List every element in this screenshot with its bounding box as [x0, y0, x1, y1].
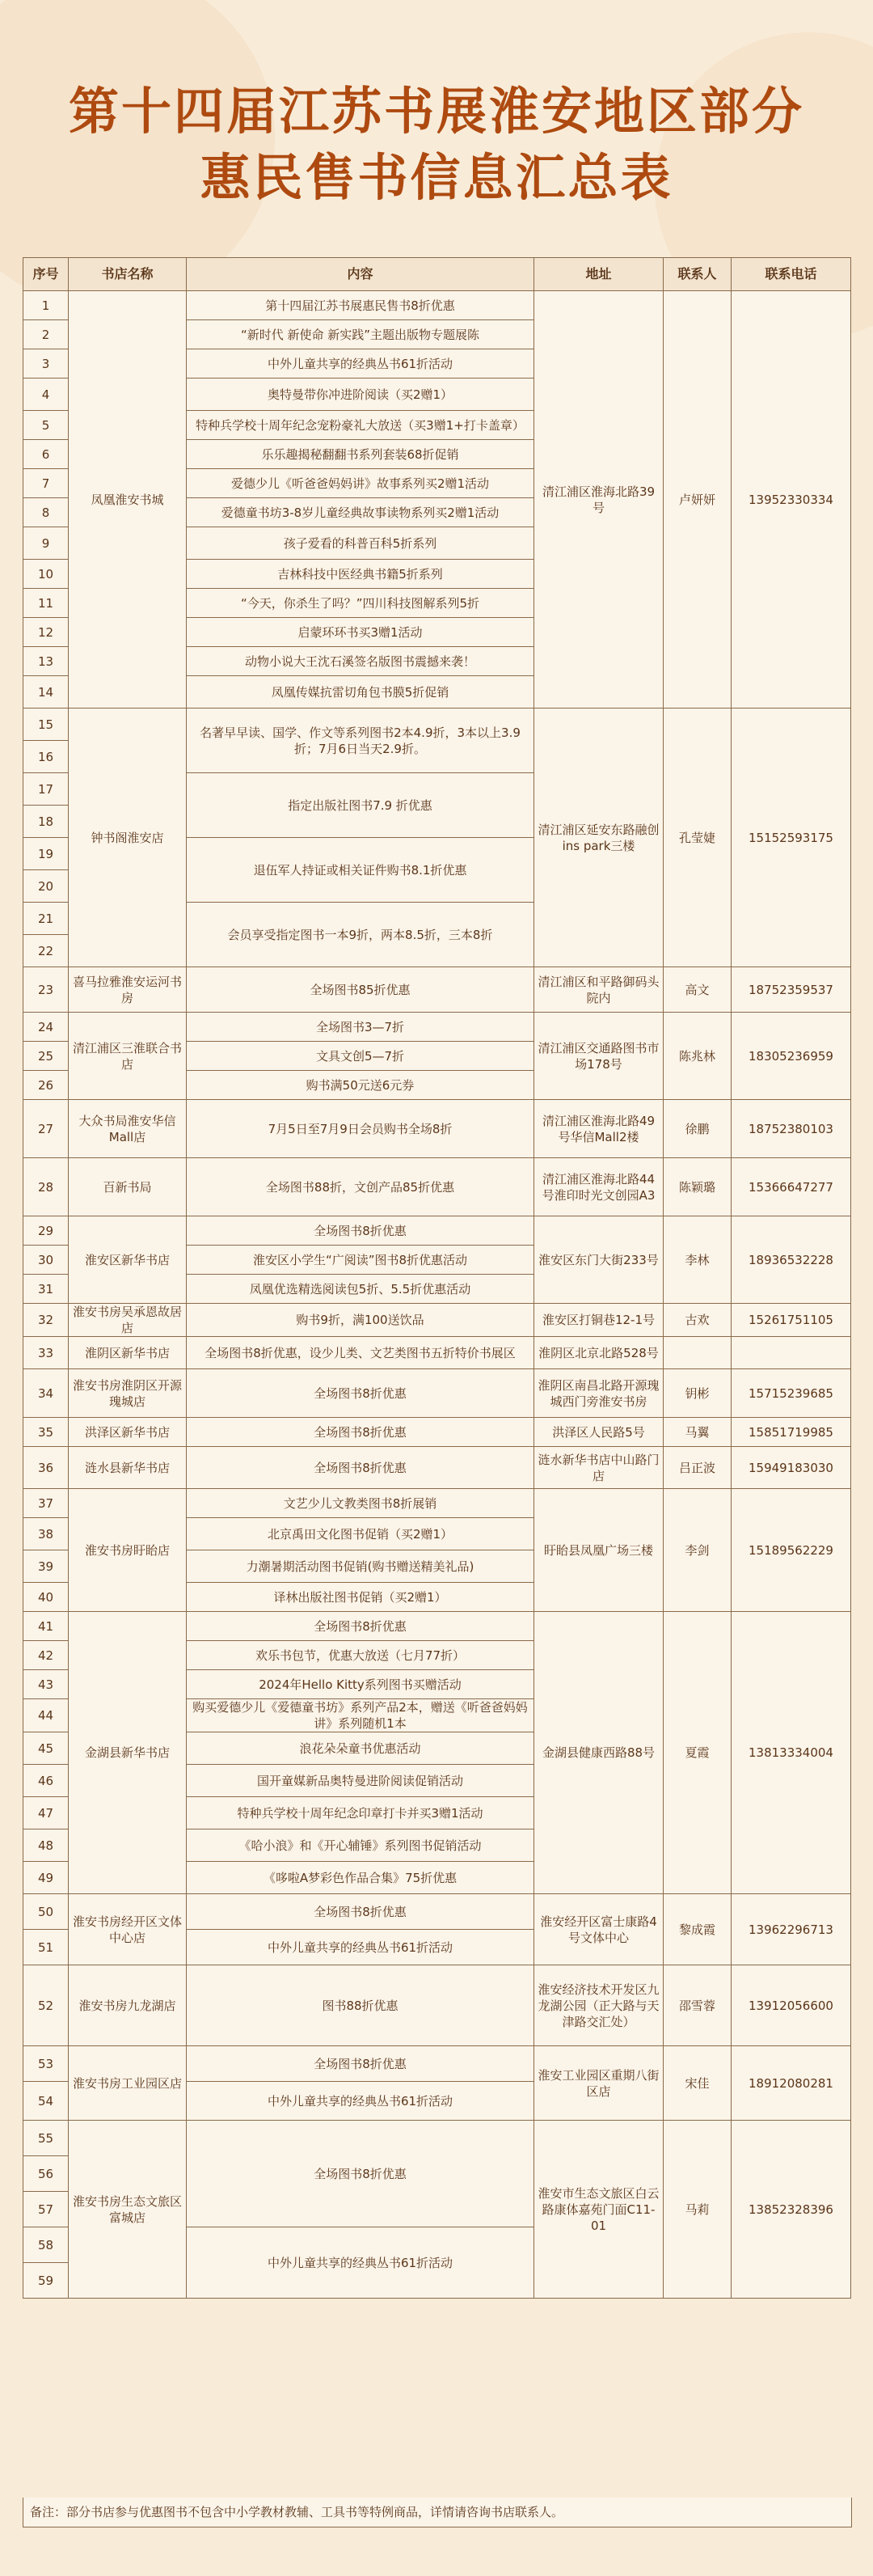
row-number: 40: [23, 1583, 69, 1612]
store-address: 清江浦区和平路御码头院内: [534, 967, 664, 1013]
contact-phone: 15366647277: [732, 1158, 851, 1216]
table-row: [23, 1612, 851, 1641]
promo-content: 7月5日至7月9日会员购书全场8折: [187, 1100, 534, 1158]
promo-content: “今天，你杀生了吗？”四川科技图解系列5折: [187, 589, 534, 618]
row-number: 32: [23, 1304, 69, 1337]
row-number: 49: [23, 1862, 69, 1894]
promo-content: 中外儿童共享的经典丛书61折活动: [187, 2227, 534, 2299]
promo-content: 会员享受指定图书一本9折，两本8.5折，三本8折: [187, 903, 534, 967]
table-row: [23, 1013, 851, 1042]
promo-content: 爱德少儿《听爸爸妈妈讲》故事系列买2赠1活动: [187, 469, 534, 498]
promo-content: 吉林科技中医经典书籍5折系列: [187, 560, 534, 589]
store-address: 清江浦区淮海北路49号华信Mall2楼: [534, 1100, 664, 1158]
store-name: 淮安书房吴承恩故居店: [69, 1304, 187, 1337]
contact-person: 李剑: [664, 1489, 732, 1612]
row-number: 59: [23, 2263, 69, 2299]
header-no: 序号: [23, 258, 69, 291]
table-row: [23, 967, 851, 1013]
contact-person: 马莉: [664, 2121, 732, 2299]
store-name: 淮安书房经开区文体中心店: [69, 1894, 187, 1965]
promo-content: 全场图书8折优惠: [187, 2121, 534, 2227]
row-number: 51: [23, 1930, 69, 1965]
row-number: 31: [23, 1275, 69, 1304]
store-name: 喜马拉雅淮安运河书房: [69, 967, 187, 1013]
table-header-row: [23, 258, 851, 291]
row-number: 1: [23, 291, 69, 320]
row-number: 22: [23, 935, 69, 967]
contact-person: 宋佳: [664, 2046, 732, 2121]
header-content: 内容: [187, 258, 534, 291]
table-row: [23, 2121, 851, 2156]
store-name: 凤凰淮安书城: [69, 291, 187, 709]
row-number: 8: [23, 498, 69, 527]
store-address: 淮安区东门大街233号: [534, 1216, 664, 1304]
store-address: 淮安市生态文旅区白云路康体嘉苑门面C11-01: [534, 2121, 664, 2299]
row-number: 35: [23, 1418, 69, 1447]
row-number: 42: [23, 1641, 69, 1670]
row-number: 34: [23, 1369, 69, 1418]
contact-person: 吕正波: [664, 1447, 732, 1489]
contact-phone: 13962296713: [732, 1894, 851, 1965]
table-row: [23, 291, 851, 320]
contact-person: 钥彬: [664, 1369, 732, 1418]
contact-person: [664, 1337, 732, 1369]
promo-content: 购书9折，满100送饮品: [187, 1304, 534, 1337]
promo-content: 北京禹田文化图书促销（买2赠1）: [187, 1518, 534, 1550]
row-number: 46: [23, 1765, 69, 1797]
promo-content: 欢乐书包节，优惠大放送（七月77折）: [187, 1641, 534, 1670]
row-number: 14: [23, 676, 69, 709]
promo-content: 特种兵学校十周年纪念宠粉豪礼大放送（买3赠1+打卡盖章）: [187, 411, 534, 440]
table-row: [23, 1418, 851, 1447]
promo-content: 图书88折优惠: [187, 1965, 534, 2046]
page-title-line2: 惠民售书信息汇总表: [200, 148, 673, 207]
promo-content: 凤凰传媒抗雷切角包书膜5折促销: [187, 676, 534, 709]
contact-phone: 18305236959: [732, 1013, 851, 1100]
promo-content: 文具文创5—7折: [187, 1042, 534, 1071]
store-address: 盱眙县凤凰广场三楼: [534, 1489, 664, 1612]
store-name: 淮安书房工业园区店: [69, 2046, 187, 2121]
promo-content: “新时代 新使命 新实践”主题出版物专题展陈: [187, 320, 534, 349]
promo-content: 全场图书8折优惠: [187, 2046, 534, 2082]
promo-content: 力潮暑期活动图书促销(购书赠送精美礼品): [187, 1550, 534, 1583]
contact-person: 陈兆林: [664, 1013, 732, 1100]
store-name: 清江浦区三淮联合书店: [69, 1013, 187, 1100]
row-number: 55: [23, 2121, 69, 2156]
promo-content: 爱德童书坊3-8岁儿童经典故事读物系列买2赠1活动: [187, 498, 534, 527]
row-number: 18: [23, 806, 69, 838]
store-name: 金湖县新华书店: [69, 1612, 187, 1894]
header-contact: 联系人: [664, 258, 732, 291]
store-address: 金湖县健康西路88号: [534, 1612, 664, 1894]
promo-content: 全场图书85折优惠: [187, 967, 534, 1013]
contact-person: 李林: [664, 1216, 732, 1304]
promo-content: 第十四届江苏书展惠民售书8折优惠: [187, 291, 534, 320]
table-row: [23, 2046, 851, 2082]
row-number: 38: [23, 1518, 69, 1550]
row-number: 2: [23, 320, 69, 349]
contact-phone: 15261751105: [732, 1304, 851, 1337]
promo-content: 全场图书8折优惠: [187, 1447, 534, 1489]
contact-person: 黎成霞: [664, 1894, 732, 1965]
page-title-line1: 第十四届江苏书展淮安地区部分: [68, 82, 804, 141]
contact-phone: 15189562229: [732, 1489, 851, 1612]
row-number: 24: [23, 1013, 69, 1042]
row-number: 19: [23, 838, 69, 870]
table-row: [23, 1447, 851, 1489]
promo-content: 《哆啦A梦彩色作品合集》75折优惠: [187, 1862, 534, 1894]
row-number: 37: [23, 1489, 69, 1518]
header-address: 地址: [534, 258, 664, 291]
row-number: 28: [23, 1158, 69, 1216]
contact-person: 马翼: [664, 1418, 732, 1447]
table-row: [23, 1894, 851, 1930]
promo-content: 购买爱德少儿《爱德童书坊》系列产品2本，赠送《听爸爸妈妈讲》系列随机1本: [187, 1699, 534, 1732]
promo-content: 《哈小浪》和《开心辅锤》系列图书促销活动: [187, 1829, 534, 1862]
contact-phone: 13952330334: [732, 291, 851, 709]
row-number: 17: [23, 773, 69, 806]
promo-content: 中外儿童共享的经典丛书61折活动: [187, 349, 534, 379]
store-address: 清江浦区延安东路融创ins park三楼: [534, 709, 664, 967]
promo-content: 文艺少儿文教类图书8折展销: [187, 1489, 534, 1518]
contact-phone: [732, 1337, 851, 1369]
contact-person: 古欢: [664, 1304, 732, 1337]
row-number: 5: [23, 411, 69, 440]
row-number: 54: [23, 2082, 69, 2121]
store-address: 淮安经济技术开发区九龙湖公园（正大路与天津路交汇处）: [534, 1965, 664, 2046]
store-name: 洪泽区新华书店: [69, 1418, 187, 1447]
contact-phone: 15152593175: [732, 709, 851, 967]
contact-person: 孔莹婕: [664, 709, 732, 967]
row-number: 48: [23, 1829, 69, 1862]
store-address: 清江浦区淮海北路44号淮印时光文创园A3: [534, 1158, 664, 1216]
footnote: 备注：部分书店参与优惠图书不包含中小学教材教辅、工具书等特例商品，详情请咨询书店联系人。: [23, 2498, 852, 2527]
contact-phone: 13852328396: [732, 2121, 851, 2299]
row-number: 58: [23, 2227, 69, 2263]
store-address: 清江浦区淮海北路39号: [534, 291, 664, 709]
table-row: [23, 1489, 851, 1518]
contact-person: 夏霞: [664, 1612, 732, 1894]
row-number: 45: [23, 1732, 69, 1765]
store-address: 淮安经开区富士康路4号文体中心: [534, 1894, 664, 1965]
row-number: 27: [23, 1100, 69, 1158]
promo-content: 国开童媒新品奥特曼进阶阅读促销活动: [187, 1765, 534, 1797]
store-address: 淮阴区北京北路528号: [534, 1337, 664, 1369]
store-name: 钟书阁淮安店: [69, 709, 187, 967]
row-number: 25: [23, 1042, 69, 1071]
store-address: 淮安区打铜巷12-1号: [534, 1304, 664, 1337]
row-number: 15: [23, 709, 69, 741]
promo-content: 全场图书3—7折: [187, 1013, 534, 1042]
store-name: 淮安书房盱眙店: [69, 1489, 187, 1612]
contact-person: 邵雪蓉: [664, 1965, 732, 2046]
row-number: 57: [23, 2192, 69, 2227]
promo-content: 全场图书8折优惠，设少儿类、文艺类图书五折特价书展区: [187, 1337, 534, 1369]
store-name: 涟水县新华书店: [69, 1447, 187, 1489]
promo-content: 浪花朵朵童书优惠活动: [187, 1732, 534, 1765]
table-row: [23, 1100, 851, 1158]
store-address: 淮阴区南昌北路开源瑰城西门旁淮安书房: [534, 1369, 664, 1418]
contact-phone: 18752380103: [732, 1100, 851, 1158]
row-number: 4: [23, 379, 69, 411]
store-name: 淮安书房九龙湖店: [69, 1965, 187, 2046]
promo-content: 奥特曼带你冲进阶阅读（买2赠1）: [187, 379, 534, 411]
contact-phone: 13912056600: [732, 1965, 851, 2046]
table-body: [23, 291, 851, 2299]
contact-phone: 18936532228: [732, 1216, 851, 1304]
table-row: [23, 1158, 851, 1216]
store-name: 淮安区新华书店: [69, 1216, 187, 1304]
store-name: 淮阴区新华书店: [69, 1337, 187, 1369]
row-number: 21: [23, 903, 69, 935]
row-number: 33: [23, 1337, 69, 1369]
row-number: 43: [23, 1670, 69, 1699]
table-row: [23, 1369, 851, 1418]
row-number: 26: [23, 1071, 69, 1100]
contact-phone: 13813334004: [732, 1612, 851, 1894]
store-address: 洪泽区人民路5号: [534, 1418, 664, 1447]
promo-content: 译林出版社图书促销（买2赠1）: [187, 1583, 534, 1612]
promo-content: 购书满50元送6元券: [187, 1071, 534, 1100]
row-number: 44: [23, 1699, 69, 1732]
table-row: [23, 1304, 851, 1337]
contact-phone: 15949183030: [732, 1447, 851, 1489]
row-number: 41: [23, 1612, 69, 1641]
store-name: 大众书局淮安华信Mall店: [69, 1100, 187, 1158]
row-number: 10: [23, 560, 69, 589]
promo-content: 全场图书8折优惠: [187, 1369, 534, 1418]
header-phone: 联系电话: [732, 258, 851, 291]
contact-phone: 18752359537: [732, 967, 851, 1013]
contact-person: 陈颖璐: [664, 1158, 732, 1216]
contact-phone: 18912080281: [732, 2046, 851, 2121]
header-store: 书店名称: [69, 258, 187, 291]
promo-content: 淮安区小学生“广阅读”图书8折优惠活动: [187, 1246, 534, 1275]
promo-content: 全场图书8折优惠: [187, 1418, 534, 1447]
promo-content: 退伍军人持证或相关证件购书8.1折优惠: [187, 838, 534, 903]
promo-content: 2024年Hello Kitty系列图书买赠活动: [187, 1670, 534, 1699]
row-number: 36: [23, 1447, 69, 1489]
row-number: 6: [23, 440, 69, 469]
store-address: 清江浦区交通路图书市场178号: [534, 1013, 664, 1100]
row-number: 3: [23, 349, 69, 379]
row-number: 23: [23, 967, 69, 1013]
promo-content: 中外儿童共享的经典丛书61折活动: [187, 2082, 534, 2121]
table-row: [23, 1337, 851, 1369]
promo-content: 乐乐趣揭秘翻翻书系列套装68折促销: [187, 440, 534, 469]
promo-content: 特种兵学校十周年纪念印章打卡并买3赠1活动: [187, 1797, 534, 1829]
row-number: 20: [23, 870, 69, 903]
row-number: 29: [23, 1216, 69, 1246]
table-row: [23, 1965, 851, 2046]
row-number: 47: [23, 1797, 69, 1829]
contact-person: 卢妍妍: [664, 291, 732, 709]
store-name: 淮安书房淮阴区开源瑰城店: [69, 1369, 187, 1418]
promo-content: 全场图书8折优惠: [187, 1612, 534, 1641]
row-number: 11: [23, 589, 69, 618]
promo-content: 启蒙环环书买3赠1活动: [187, 618, 534, 647]
contact-person: 高文: [664, 967, 732, 1013]
info-table: [23, 257, 851, 2299]
promo-content: 动物小说大王沈石溪签名版图书震撼来袭！: [187, 647, 534, 676]
store-address: 涟水新华书店中山路门店: [534, 1447, 664, 1489]
promo-content: 名著早早读、国学、作文等系列图书2本4.9折，3本以上3.9折；7月6日当天2.9折。: [187, 709, 534, 773]
table-row: [23, 709, 851, 741]
row-number: 12: [23, 618, 69, 647]
row-number: 9: [23, 527, 69, 560]
promo-content: 全场图书88折，文创产品85折优惠: [187, 1158, 534, 1216]
row-number: 52: [23, 1965, 69, 2046]
store-address: 淮安工业园区重期八街区店: [534, 2046, 664, 2121]
row-number: 30: [23, 1246, 69, 1275]
promo-content: 孩子爱看的科普百科5折系列: [187, 527, 534, 560]
store-name: 百新书局: [69, 1158, 187, 1216]
promo-content: 指定出版社图书7.9 折优惠: [187, 773, 534, 838]
contact-phone: 15715239685: [732, 1369, 851, 1418]
row-number: 50: [23, 1894, 69, 1930]
row-number: 39: [23, 1550, 69, 1583]
promo-content: 全场图书8折优惠: [187, 1894, 534, 1930]
row-number: 56: [23, 2156, 69, 2192]
store-name: 淮安书房生态文旅区富城店: [69, 2121, 187, 2299]
table-row: [23, 1216, 851, 1246]
promo-content: 中外儿童共享的经典丛书61折活动: [187, 1930, 534, 1965]
contact-phone: 15851719985: [732, 1418, 851, 1447]
row-number: 13: [23, 647, 69, 676]
promo-content: 凤凰优选精选阅读包5折、5.5折优惠活动: [187, 1275, 534, 1304]
row-number: 53: [23, 2046, 69, 2082]
contact-person: 徐鹏: [664, 1100, 732, 1158]
promo-content: 全场图书8折优惠: [187, 1216, 534, 1246]
row-number: 16: [23, 741, 69, 773]
row-number: 7: [23, 469, 69, 498]
